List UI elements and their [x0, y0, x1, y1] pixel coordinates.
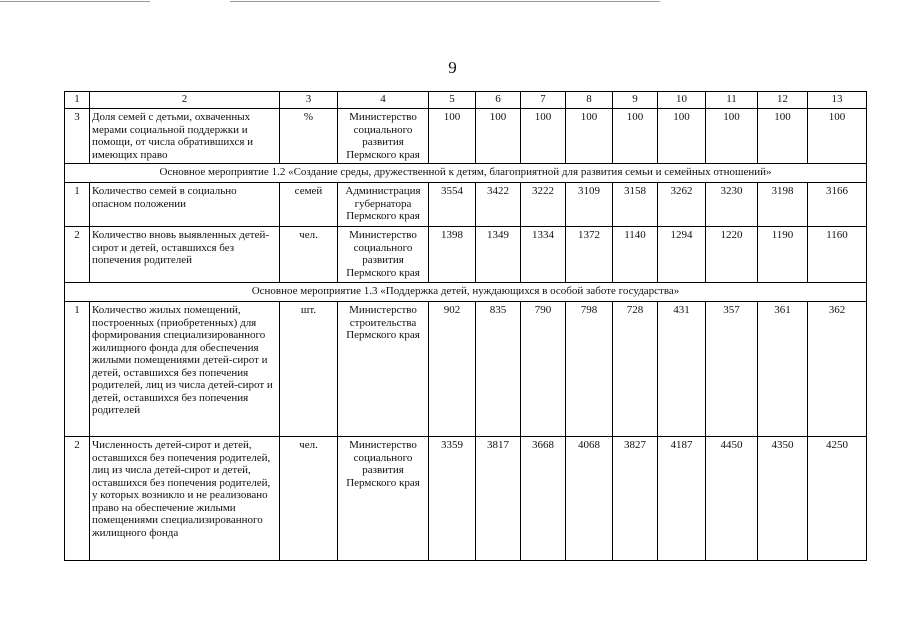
header-cell: 12 [758, 92, 808, 109]
value-cell: 798 [566, 302, 613, 437]
responsible-org: Министерство социального развития Пермского края [338, 437, 429, 561]
value-cell: 4068 [566, 437, 613, 561]
value-cell: 100 [429, 109, 476, 164]
value-cell: 100 [706, 109, 758, 164]
responsible-org: Администрация губернатора Пермского края [338, 183, 429, 227]
column-number-row [65, 92, 867, 109]
table-row [65, 437, 867, 561]
row-number: 1 [65, 183, 90, 227]
value-cell: 3109 [566, 183, 613, 227]
value-cell: 1190 [758, 227, 808, 283]
indicator-name: Доля семей с детьми, охваченных мерами социальной поддержки и помощи, от числа обратившихся и имеющих право [90, 109, 280, 164]
value-cell: 790 [521, 302, 566, 437]
value-cell: 100 [613, 109, 658, 164]
value-cell: 362 [808, 302, 867, 437]
unit-cell: чел. [280, 227, 338, 283]
unit-cell: % [280, 109, 338, 164]
value-cell: 1398 [429, 227, 476, 283]
header-cell: 4 [338, 92, 429, 109]
section-title: Основное мероприятие 1.2 «Создание среды, дружественной к детям, благоприятной для развития семьи и семейных отношений» [65, 164, 867, 183]
value-cell: 3262 [658, 183, 706, 227]
value-cell: 3359 [429, 437, 476, 561]
header-cell: 11 [706, 92, 758, 109]
value-cell: 3827 [613, 437, 658, 561]
value-cell: 100 [658, 109, 706, 164]
value-cell: 431 [658, 302, 706, 437]
value-cell: 1140 [613, 227, 658, 283]
header-cell: 13 [808, 92, 867, 109]
value-cell: 3668 [521, 437, 566, 561]
table-row [65, 227, 867, 283]
row-number: 3 [65, 109, 90, 164]
header-cell: 2 [90, 92, 280, 109]
indicator-name: Численность детей-сирот и детей, оставшихся без попечения родителей, лиц из числа детей-сирот и детей, оставшихся без попечения родителей, у которых возникло и не реализовано право на обеспечение жилыми помещениями специализированного жилищного фонда [90, 437, 280, 561]
section-header-row [65, 283, 867, 302]
value-cell: 4350 [758, 437, 808, 561]
value-cell: 835 [476, 302, 521, 437]
page-number: 9 [448, 58, 457, 77]
header-cell: 8 [566, 92, 613, 109]
value-cell: 361 [758, 302, 808, 437]
value-cell: 1294 [658, 227, 706, 283]
value-cell: 1334 [521, 227, 566, 283]
indicator-name: Количество жилых помещений, построенных (приобретенных) для формирования специализированного жилищного фонда для обеспечения жилыми помещениями детей-сирот и детей, оставшихся без попечения родителей, лиц из числа детей-сирот и детей, оставшихся без попечения родителей [90, 302, 280, 437]
row-number: 2 [65, 227, 90, 283]
table-row [65, 109, 867, 164]
value-cell: 100 [758, 109, 808, 164]
table-row [65, 183, 867, 227]
responsible-org: Министерство социального развития Пермского края [338, 227, 429, 283]
value-cell: 1220 [706, 227, 758, 283]
header-cell: 6 [476, 92, 521, 109]
table-row [65, 302, 867, 437]
value-cell: 3554 [429, 183, 476, 227]
header-cell: 7 [521, 92, 566, 109]
row-number: 2 [65, 437, 90, 561]
value-cell: 1349 [476, 227, 521, 283]
value-cell: 100 [808, 109, 867, 164]
row-number: 1 [65, 302, 90, 437]
indicator-name: Количество вновь выявленных детей-сирот и детей, оставшихся без попечения родителей [90, 227, 280, 283]
header-cell: 5 [429, 92, 476, 109]
value-cell: 4250 [808, 437, 867, 561]
indicator-name: Количество семей в социально опасном положении [90, 183, 280, 227]
value-cell: 902 [429, 302, 476, 437]
value-cell: 3817 [476, 437, 521, 561]
value-cell: 3166 [808, 183, 867, 227]
value-cell: 3222 [521, 183, 566, 227]
unit-cell: семей [280, 183, 338, 227]
scan-edge-line [230, 1, 660, 2]
value-cell: 1372 [566, 227, 613, 283]
header-cell: 3 [280, 92, 338, 109]
scan-edge-line [0, 1, 150, 2]
responsible-org: Министерство строительства Пермского края [338, 302, 429, 437]
section-header-row [65, 164, 867, 183]
section-title: Основное мероприятие 1.3 «Поддержка детей, нуждающихся в особой заботе государства» [65, 283, 867, 302]
value-cell: 4450 [706, 437, 758, 561]
value-cell: 100 [476, 109, 521, 164]
value-cell: 728 [613, 302, 658, 437]
value-cell: 3422 [476, 183, 521, 227]
value-cell: 100 [566, 109, 613, 164]
header-cell: 10 [658, 92, 706, 109]
unit-cell: чел. [280, 437, 338, 561]
indicators-table [64, 91, 867, 561]
value-cell: 100 [521, 109, 566, 164]
value-cell: 3230 [706, 183, 758, 227]
responsible-org: Министерство социального развития Пермского края [338, 109, 429, 164]
header-cell: 9 [613, 92, 658, 109]
value-cell: 3158 [613, 183, 658, 227]
value-cell: 357 [706, 302, 758, 437]
value-cell: 3198 [758, 183, 808, 227]
value-cell: 4187 [658, 437, 706, 561]
value-cell: 1160 [808, 227, 867, 283]
unit-cell: шт. [280, 302, 338, 437]
header-cell: 1 [65, 92, 90, 109]
